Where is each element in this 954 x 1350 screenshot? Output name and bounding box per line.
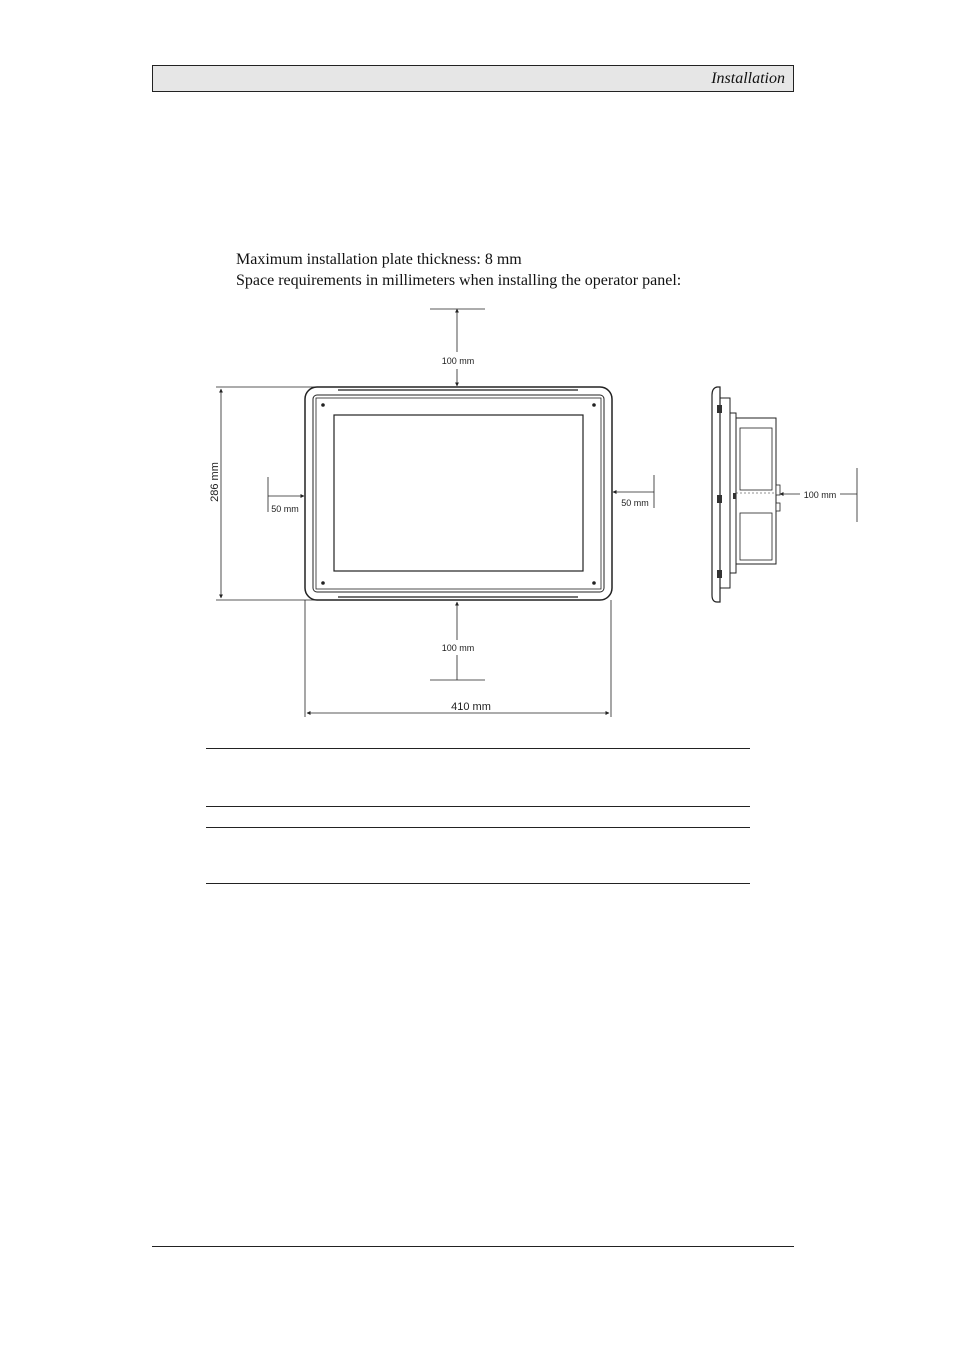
- left-clearance-label: 50 mm: [271, 504, 299, 514]
- space-requirements-text: Space requirements in millimeters when installing the operator panel:: [236, 272, 682, 289]
- width-dimension-label: 410 mm: [451, 701, 491, 713]
- rear-clearance-dimension: [780, 468, 857, 522]
- panel-side-view: [712, 387, 780, 602]
- top-clearance-label: 100 mm: [441, 356, 475, 366]
- bottom-clearance-dimension: [430, 602, 485, 680]
- section-title: Installation: [711, 70, 785, 87]
- caution-top-rule: [206, 827, 750, 828]
- caution-bottom-rule: [206, 883, 750, 884]
- width-dimension: [305, 600, 611, 717]
- plate-thickness-text: Maximum installation plate thickness: 8 mm: [236, 251, 522, 268]
- right-clearance-dimension: [613, 475, 654, 508]
- top-clearance-dimension: [430, 309, 485, 386]
- bottom-clearance-label: 100 mm: [441, 643, 475, 653]
- right-clearance-label: 50 mm: [621, 498, 649, 508]
- left-clearance-dimension: [268, 477, 304, 514]
- page-footer-rule: [152, 1246, 794, 1247]
- height-dimension: [209, 387, 318, 600]
- height-dimension-label: 286 mm: [209, 462, 221, 502]
- note-bottom-rule: [206, 806, 750, 807]
- note-top-rule: [206, 748, 750, 749]
- rear-clearance-label: 100 mm: [803, 490, 837, 500]
- page-header: [152, 65, 794, 92]
- panel-front-view: [305, 387, 612, 600]
